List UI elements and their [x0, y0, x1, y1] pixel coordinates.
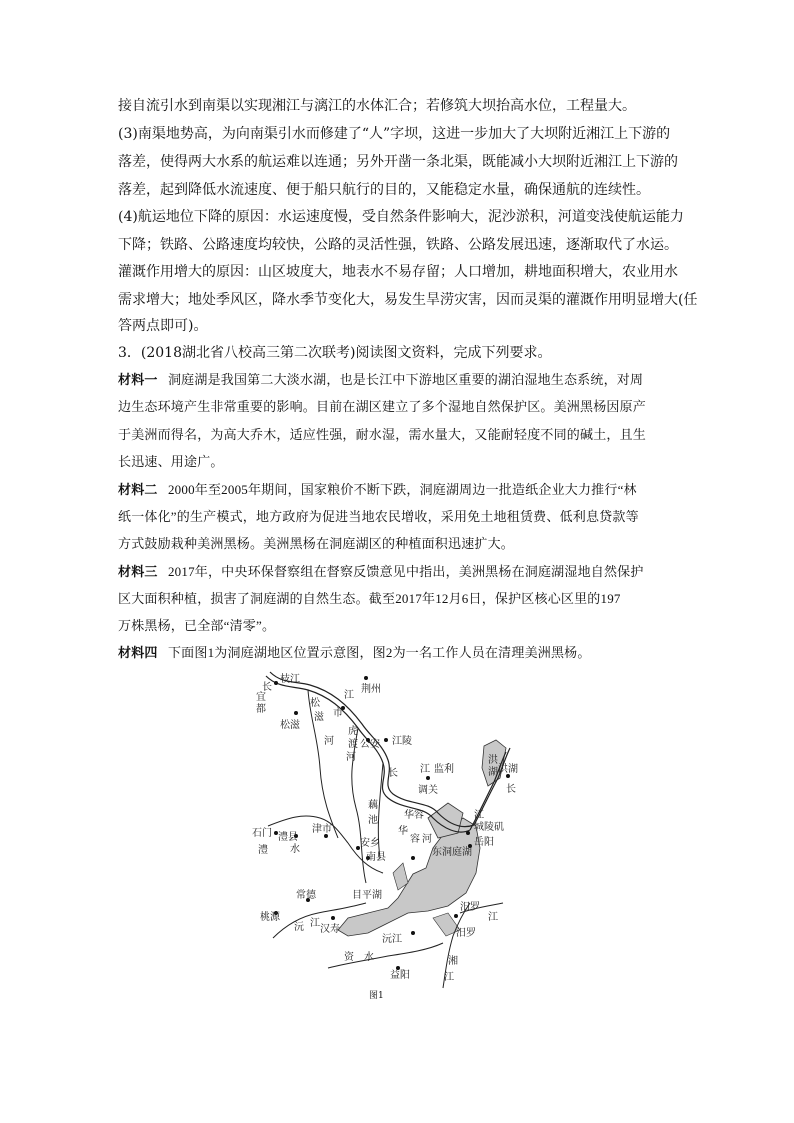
answer-line: 需求增大；地处季风区，降水季节变化大，易发生旱涝灾害，因而灵渠的灌溉作用明显增大(任	[118, 292, 698, 308]
map-label: 洪	[488, 755, 498, 766]
map-label: 汨罗	[456, 928, 476, 939]
material-text: 边生态环境产生非常重要的影响。目前在湖区建立了多个湿地自然保护区。美洲黑杨因原产	[118, 399, 647, 414]
map-label: 江	[444, 972, 454, 983]
material-text: 纸一体化”的生产模式，地方政府为促进当地农民增收，采用免土地租赁费、低利息贷款等	[118, 509, 639, 524]
answer-line: 答两点即可)。	[118, 318, 208, 334]
map-label: 河	[324, 736, 334, 747]
map-label: 长	[506, 784, 516, 795]
map-label: 东洞庭湖	[432, 847, 472, 858]
map-label: 枝江	[280, 674, 300, 685]
answer-line: 落差，起到降低水流速度、便于船只航行的目的，又能稳定水量，确保通航的连续性。	[118, 182, 650, 198]
map-label: 水	[364, 952, 374, 963]
map-label: 河	[422, 834, 432, 845]
answer-line: (3)南渠地势高，为向南渠引水而修建了“人”字坝，这进一步加大了大坝附近湘江上下游的	[118, 126, 671, 142]
map-label: 滋	[314, 712, 324, 723]
map-label: 资	[344, 952, 354, 963]
map-label: 江	[488, 912, 498, 923]
map-label: 目平湖	[352, 890, 382, 901]
map-label: 都	[256, 704, 266, 715]
material-label: 材料二	[118, 482, 158, 497]
answer-line: 灌溉作用增大的原因：山区坡度大，地表水不易存留；人口增加，耕地面积增大，农业用水	[118, 264, 678, 280]
map-label: 汨罗	[460, 902, 480, 913]
map-label: 监利	[434, 764, 454, 775]
material-label: 材料三	[118, 564, 158, 579]
figure-caption: 图1	[369, 991, 384, 1001]
map-label: 长	[262, 682, 272, 693]
material-label: 材料四	[118, 645, 158, 660]
map-label: 市	[333, 708, 343, 719]
map-label: 汉寿	[320, 924, 340, 935]
map-label: 水	[290, 844, 300, 855]
map-label: 宜	[256, 692, 266, 703]
map-label: 藕	[368, 800, 378, 811]
material-text: 于美洲而得名，为高大乔木，适应性强，耐水湿，需水量大，又能耐轻度不同的碱土，且生	[118, 427, 647, 442]
material-text: 下面图1为洞庭湖地区位置示意图，图2为一名工作人员在清理美洲黑杨。	[167, 645, 591, 660]
map-svg	[248, 668, 518, 998]
map-label: 沅江	[382, 934, 402, 945]
answer-line: 下降；铁路、公路速度均较快，公路的灵活性强，铁路、公路发展迅速，逐渐取代了水运。	[118, 237, 678, 253]
map-label: 江	[474, 810, 484, 821]
answer-line: (4)航运地位下降的原因：水运速度慢，受自然条件影响大，泥沙淤积，河道变浅使航运能力	[118, 209, 684, 225]
map-label: 湘	[448, 956, 458, 967]
material-text: 区大面积种植，损害了洞庭湖的自然生态。截至2017年12月6日，保护区核心区里的197	[118, 591, 621, 606]
map-label: 松滋	[280, 720, 300, 731]
map-label: 荆州	[361, 684, 381, 695]
material-text: 长迅速、用途广。	[118, 454, 224, 469]
material-text: 万株黑杨，已全部“清零”。	[118, 618, 276, 633]
material-label: 材料一	[118, 372, 158, 387]
question-heading: 3．(2018湖北省八校高三第二次联考)阅读图文资料，完成下列要求。	[118, 345, 552, 361]
map-label: 安乡	[360, 838, 380, 849]
map-label: 洪湖	[498, 764, 518, 775]
map-label: 澧县	[278, 832, 298, 843]
answer-line: 接自流引水到南渠以实现湘江与漓江的水体汇合；若修筑大坝抬高水位，工程量大。	[118, 98, 636, 114]
answer-line: 落差，使得两大水系的航运难以连通；另外开凿一条北渠，既能减小大坝附近湘江上下游的	[118, 154, 678, 170]
map-label: 长	[388, 768, 398, 779]
map-label: 江	[420, 764, 430, 775]
map-label: 江陵	[392, 736, 412, 747]
map-label: 华	[398, 826, 408, 837]
map-label: 江	[344, 690, 354, 701]
map-label: 公安	[360, 739, 380, 750]
material-text: 方式鼓励栽种美洲黑杨。美洲黑杨在洞庭湖区的种植面积迅速扩大。	[118, 536, 515, 551]
map-label: 南县	[366, 852, 386, 863]
map-label: 桃源	[260, 912, 280, 923]
map-label: 常德	[296, 890, 316, 901]
map-label: 岳阳	[474, 837, 494, 848]
map-label: 调关	[418, 785, 438, 796]
map-label: 松	[310, 698, 320, 709]
map-label: 湖	[488, 767, 498, 778]
material-text: 洞庭湖是我国第二大淡水湖，也是长江中下游地区重要的湖泊湿地生态系统，对周	[167, 372, 644, 387]
map-label: 城陵矶	[474, 822, 504, 833]
map-label: 澧	[258, 845, 268, 856]
dongting-lake-area	[338, 818, 480, 936]
map-label: 益阳	[390, 970, 410, 981]
map-label: 华容	[404, 810, 424, 821]
map-label: 虎	[348, 726, 358, 737]
map-label: 渡	[348, 739, 358, 750]
material-text: 2000年至2005年期间，国家粮价不断下跌，洞庭湖周边一批造纸企业大力推行“林	[167, 482, 637, 497]
map-label: 江	[310, 918, 320, 929]
material-text: 2017年，中央环保督察组在督察反馈意见中指出，美洲黑杨在洞庭湖湿地自然保护	[167, 564, 644, 579]
map-label: 河	[346, 752, 356, 763]
map-label: 津市	[312, 824, 332, 835]
map-label: 池	[368, 815, 378, 826]
map-label: 容	[410, 834, 420, 845]
map-label: 石门	[252, 828, 272, 839]
map-label: 沅	[294, 922, 304, 933]
dongting-lake-map	[248, 668, 518, 998]
